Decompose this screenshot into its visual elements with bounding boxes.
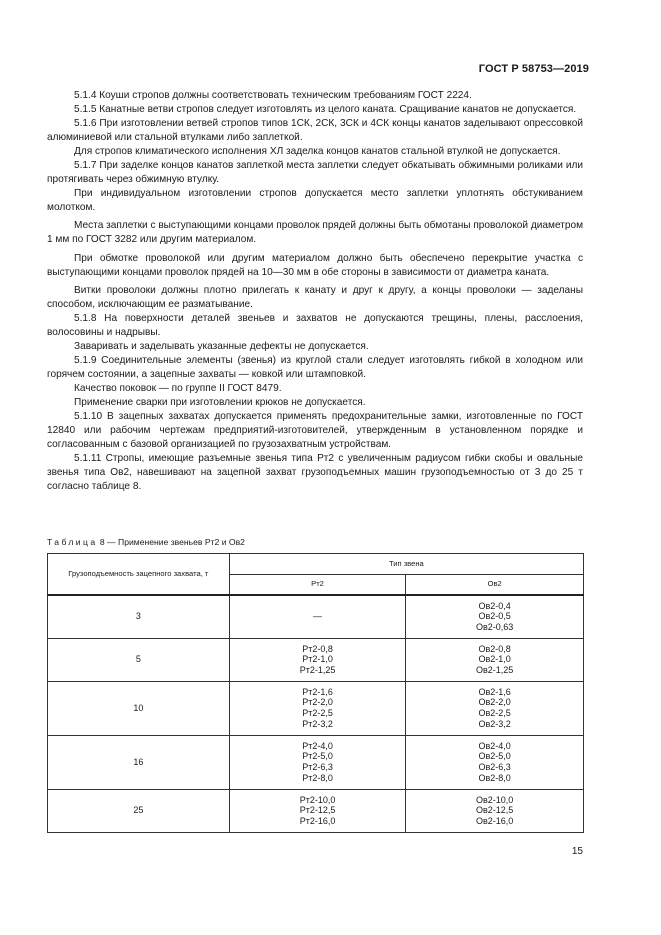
paragraph: При индивидуальном изготовлении стропов допускается место заплетки уплотнять обстукиванием молотком. xyxy=(47,188,583,214)
table-row xyxy=(48,789,584,832)
paragraph: 5.1.4 Коуши стропов должны соответствовать техническим требованиям ГОСТ 2224. xyxy=(74,90,472,101)
rt2-cell: Рт2-10,0 Рт2-12,5 Рт2-16,0 xyxy=(229,789,406,832)
capacity-cell: 5 xyxy=(48,638,230,681)
rt2-cell: Рт2-4,0 Рт2-5,0 Рт2-6,3 Рт2-8,0 xyxy=(229,735,406,789)
capacity-cell: 25 xyxy=(48,789,230,832)
capacity-cell: 16 xyxy=(48,735,230,789)
paragraph: 5.1.7 При заделке концов канатов заплеткой места заплетки следует обкатывать обжимными роликами или протягивать через обжимную втулку. xyxy=(47,160,583,186)
paragraph: Места заплетки с выступающими концами проволок прядей должны быть обмотаны проволокой диаметром 1 мм по ГОСТ 3282 или другим материалом. xyxy=(47,220,584,246)
paragraph: 5.1.6 При изготовлении ветвей стропов типов 1СК, 2СК, 3СК и 4СК концы канатов заделывают опрессовкой алюминиевой или стальной втулками либо заплеткой. xyxy=(47,118,583,144)
paragraph: 5.1.10 В зацепных захватах допускается применять предохранительные замки, изготовленные по ГОСТ 12840 или рабочим чертежам предприятий-изготовителей, утвержденным в установленном порядке и согласованным с базовой организацией по грузозахватным устройствам. xyxy=(47,411,583,451)
rt2-cell: — xyxy=(229,595,406,638)
paragraph: Качество поковок — по группе II ГОСТ 8479. xyxy=(74,382,282,394)
header-capacity: Грузоподъемность зацепного захвата, т xyxy=(48,554,230,596)
ov2-cell: Ов2-0,8 Ов2-1,0 Ов2-1,25 xyxy=(406,638,584,681)
capacity-cell: 10 xyxy=(48,681,230,735)
body-text xyxy=(47,89,583,494)
paragraph: Для стропов климатического исполнения ХЛ заделка концов канатов стальной втулкой не допускается. xyxy=(74,146,561,158)
capacity-cell: 3 xyxy=(48,595,230,638)
header-rt2: Рт2 xyxy=(229,575,406,596)
paragraph: 5.1.5 Канатные ветви стропов следует изготовлять из целого каната. Сращивание канатов не допускается. xyxy=(74,104,577,116)
table-caption-title: 8 — Применение звеньев Рт2 и Ов2 xyxy=(99,537,245,547)
table-caption xyxy=(47,537,245,547)
document-id: ГОСТ Р 58753—2019 xyxy=(478,63,589,75)
paragraph: Заваривать и заделывать указанные дефекты не допускается. xyxy=(74,340,369,352)
header-ov2: Ов2 xyxy=(406,575,584,596)
paragraph: 5.1.8 На поверхности деталей звеньев и захватов не допускаются трещины, плены, расслоения, волосовины и надрывы. xyxy=(47,312,583,338)
paragraph: Применение сварки при изготовлении крюков не допускается. xyxy=(74,396,366,408)
table-row xyxy=(48,595,584,638)
link-application-table xyxy=(47,553,584,833)
paragraph: Витки проволоки должны плотно прилегать к канату и друг к другу, а концы проволоки — заделаны способом, исключающим ее разматывание. xyxy=(47,284,583,310)
ov2-cell: Ов2-1,6 Ов2-2,0 Ов2-2,5 Ов2-3,2 xyxy=(406,681,584,735)
paragraph: При обмотке проволокой или другим материалом должно быть обеспечено перекрытие участка с выступающими концами проволок прядей на 10—30 мм в обе стороны в зависимости от диаметра каната. xyxy=(47,252,583,278)
table-caption-prefix: Таблица xyxy=(47,537,98,547)
header-link-type: Тип звена xyxy=(229,554,583,575)
table-row xyxy=(48,681,584,735)
rt2-cell: Рт2-1,6 Рт2-2,0 Рт2-2,5 Рт2-3,2 xyxy=(229,681,406,735)
ov2-cell: Ов2-10,0 Ов2-12,5 Ов2-16,0 xyxy=(406,789,584,832)
paragraph: 5.1.9 Соединительные элементы (звенья) из круглой стали следует изготовлять гибкой в холодном или горячем состоянии, а зацепные захваты — ковкой или штамповкой. xyxy=(47,354,583,380)
page-number: 15 xyxy=(571,846,583,857)
ov2-cell: Ов2-0,4 Ов2-0,5 Ов2-0,63 xyxy=(406,595,584,638)
ov2-cell: Ов2-4,0 Ов2-5,0 Ов2-6,3 Ов2-8,0 xyxy=(406,735,584,789)
table-row xyxy=(48,735,584,789)
rt2-cell: Рт2-0,8 Рт2-1,0 Рт2-1,25 xyxy=(229,638,406,681)
paragraph: 5.1.11 Стропы, имеющие разъемные звенья типа Рт2 с увеличенным радиусом гибки скобы и овальные звенья типа Ов2, навешивают на зацепной захват грузоподъемных машин грузоподъемностью от 3 до 25 т согласно таблице 8. xyxy=(47,453,583,493)
table-row xyxy=(48,638,584,681)
